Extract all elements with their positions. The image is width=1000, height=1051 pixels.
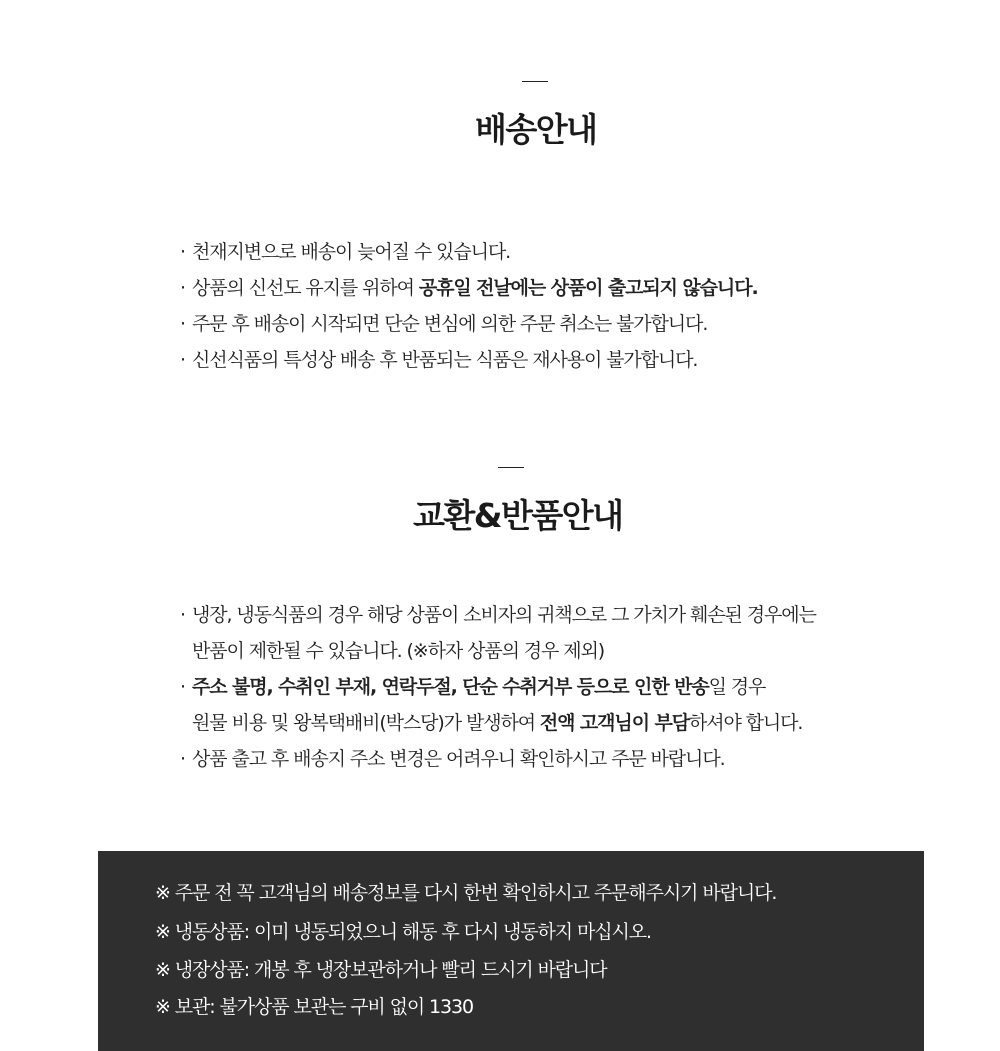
notice-line: ※ 주문 전 꼭 고객님의 배송정보를 다시 한번 확인하시고 주문해주시기 바랍니다.	[155, 882, 777, 904]
notice-line: ※ 냉장상품: 개봉 후 냉장보관하거나 빨리 드시기 바랍니다	[155, 959, 607, 981]
exchange-notice-line	[192, 705, 816, 741]
delivery-title-rule	[522, 81, 548, 82]
exchange-notice-line: 냉장, 냉동식품의 경우 해당 상품이 소비자의 귀책으로 그 가치가 훼손된 경우에는	[192, 604, 816, 626]
exchange-notice-text: 원물 비용 및 왕복택배비(박스당)가 발생하여	[192, 712, 540, 734]
delivery-notice-text: 상품의 신선도 유지를 위하여	[192, 277, 419, 299]
exchange-title-rule	[498, 467, 524, 468]
exchange-notice-text: 일 경우	[708, 676, 766, 698]
exchange-notice-emphasis: 주소 불명, 수취인 부재, 연락두절, 단순 수취거부 등으로 인한 반송	[192, 676, 709, 698]
bullet-mark: ·	[180, 748, 185, 770]
delivery-title: 배송안내	[475, 110, 597, 149]
delivery-notice-text: 천재지변으로 배송이 늦어질 수 있습니다.	[192, 241, 511, 263]
delivery-notice-item	[180, 342, 758, 378]
exchange-title: 교환&반품안내	[413, 496, 623, 535]
exchange-notice-text: 상품 출고 후 배송지 주소 변경은 어려우니 확인하시고 주문 바랍니다.	[192, 748, 725, 770]
notice-line: ※ 보관: 불가상품 보관는 구비 없이 1330	[155, 996, 474, 1018]
exchange-notice-line	[192, 669, 816, 705]
bullet-mark: ·	[180, 277, 185, 299]
notice-box	[98, 851, 924, 1051]
bullet-mark: ·	[180, 676, 185, 698]
delivery-notice-list	[180, 234, 758, 378]
delivery-notice-emphasis: 공휴일 전날에는 상품이 출고되지 않습니다.	[418, 277, 758, 299]
bullet-mark: ·	[180, 241, 185, 263]
exchange-notice-emphasis: 전액 고객님이 부담	[539, 712, 689, 734]
exchange-notice-item	[180, 597, 816, 669]
exchange-notice-item	[180, 669, 816, 741]
exchange-notice-line: 반품이 제한될 수 있습니다. (※하자 상품의 경우 제외)	[192, 640, 605, 662]
exchange-notice-item	[180, 741, 816, 777]
exchange-notice-list	[180, 597, 816, 777]
delivery-notice-text: 신선식품의 특성상 배송 후 반품되는 식품은 재사용이 불가합니다.	[192, 349, 698, 371]
exchange-notice-text: 하셔야 합니다.	[688, 712, 803, 734]
delivery-notice-item	[180, 306, 758, 342]
bullet-mark: ·	[180, 313, 185, 335]
delivery-notice-item	[180, 270, 758, 306]
bullet-mark: ·	[180, 604, 185, 626]
notice-line: ※ 냉동상품: 이미 냉동되었으니 해동 후 다시 냉동하지 마십시오.	[155, 921, 651, 943]
delivery-notice-text: 주문 후 배송이 시작되면 단순 변심에 의한 주문 취소는 불가합니다.	[192, 313, 708, 335]
delivery-notice-item	[180, 234, 758, 270]
bullet-mark: ·	[180, 349, 185, 371]
